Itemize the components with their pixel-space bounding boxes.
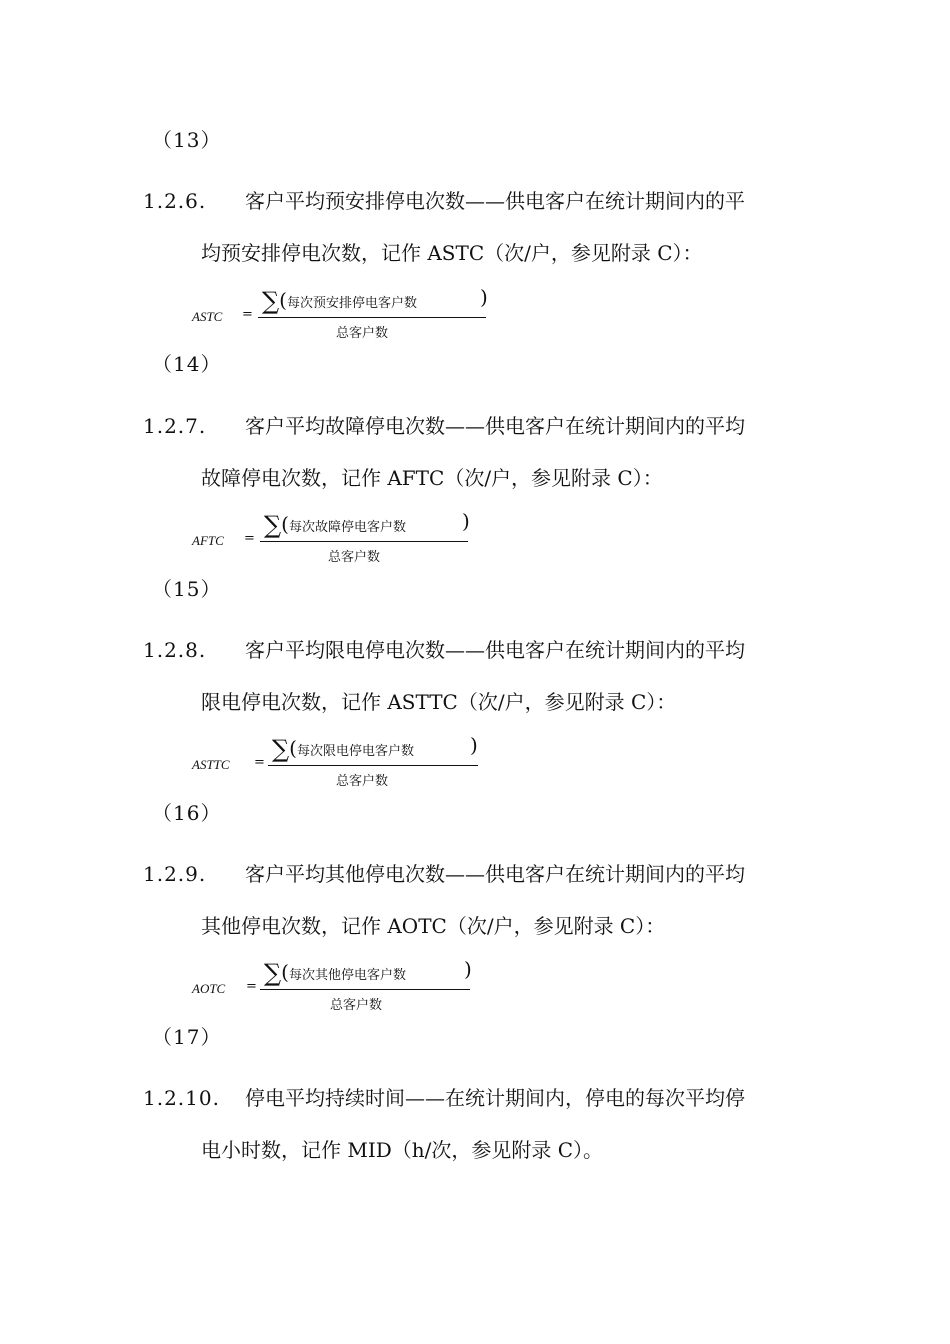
formula-denominator: 总客户数 xyxy=(336,326,389,341)
definition-item xyxy=(143,858,745,939)
definition-text-continued: 均预安排停电次数，记作 ASTC（次/户，参见附录 C）： xyxy=(201,241,703,265)
definition-item xyxy=(143,1082,745,1163)
sigma-symbol: ∑ xyxy=(272,735,290,763)
right-paren: ) xyxy=(480,285,488,309)
formula-name: ASTTC xyxy=(192,757,230,772)
formula-numerator xyxy=(272,735,414,763)
formula-astc xyxy=(192,287,492,343)
formula-name: AFTC xyxy=(192,533,224,548)
definition-item xyxy=(143,634,745,715)
section-number: 1.2.8. xyxy=(143,638,207,662)
definition-text: 停电平均持续时间——在统计期间内，停电的每次平均停 xyxy=(245,1086,745,1110)
equals-sign: = xyxy=(242,307,253,322)
equals-sign: = xyxy=(246,979,257,994)
definition-text-continued: 限电停电次数，记作 ASTTC（次/户，参见附录 C）： xyxy=(201,690,677,714)
definition-text-continued: 故障停电次数，记作 AFTC（次/户，参见附录 C）： xyxy=(201,466,663,490)
section-number: 1.2.6. xyxy=(143,189,207,213)
left-paren: ( xyxy=(281,512,289,536)
equation-number: （17） xyxy=(152,1025,222,1049)
definition-text: 客户平均故障停电次数——供电客户在统计期间内的平均 xyxy=(245,414,745,438)
definition-text: 客户平均其他停电次数——供电客户在统计期间内的平均 xyxy=(245,862,745,886)
formula-aftc xyxy=(192,511,477,567)
left-paren: ( xyxy=(281,960,289,984)
definition-text: 客户平均预安排停电次数——供电客户在统计期间内的平 xyxy=(245,189,745,213)
definition-item xyxy=(143,185,745,266)
formula-denominator: 总客户数 xyxy=(330,998,383,1013)
formula-name: ASTC xyxy=(192,309,223,324)
equation-number: （16） xyxy=(152,801,222,825)
numerator-text: 每次其他停电客户数 xyxy=(288,968,406,983)
formula-asttc xyxy=(192,735,484,791)
right-paren: ) xyxy=(464,957,472,981)
section-number: 1.2.10. xyxy=(143,1086,220,1110)
formula-numerator xyxy=(262,287,417,315)
definition-text-continued: 电小时数，记作 MID（h/次，参见附录 C）。 xyxy=(201,1138,604,1162)
equals-sign: = xyxy=(244,531,255,546)
formula-aotc xyxy=(192,959,477,1015)
definition-text-continued: 其他停电次数，记作 AOTC（次/户，参见附录 C）： xyxy=(201,914,666,938)
right-paren: ) xyxy=(470,733,478,757)
sigma-symbol: ∑ xyxy=(262,287,280,315)
equation-number: （13） xyxy=(152,128,222,152)
numerator-text: 每次故障停电客户数 xyxy=(288,520,406,535)
equation-number: （15） xyxy=(152,577,222,601)
fraction-bar xyxy=(260,989,470,990)
formula-numerator xyxy=(264,959,406,987)
formula-denominator: 总客户数 xyxy=(336,774,389,789)
formula-denominator: 总客户数 xyxy=(328,550,381,565)
numerator-text: 每次限电停电客户数 xyxy=(296,744,414,759)
definition-item xyxy=(143,410,745,491)
equals-sign: = xyxy=(254,755,265,770)
sigma-symbol: ∑ xyxy=(264,959,282,987)
equation-number: （14） xyxy=(152,352,222,376)
fraction-bar xyxy=(258,317,486,318)
fraction-bar xyxy=(268,765,478,766)
left-paren: ( xyxy=(289,736,297,760)
right-paren: ) xyxy=(462,509,470,533)
numerator-text: 每次预安排停电客户数 xyxy=(286,296,417,311)
sigma-symbol: ∑ xyxy=(264,511,282,539)
formula-name: AOTC xyxy=(192,981,226,996)
section-number: 1.2.7. xyxy=(143,414,207,438)
fraction-bar xyxy=(260,541,468,542)
left-paren: ( xyxy=(279,288,287,312)
definition-text: 客户平均限电停电次数——供电客户在统计期间内的平均 xyxy=(245,638,745,662)
formula-numerator xyxy=(264,511,406,539)
section-number: 1.2.9. xyxy=(143,862,207,886)
